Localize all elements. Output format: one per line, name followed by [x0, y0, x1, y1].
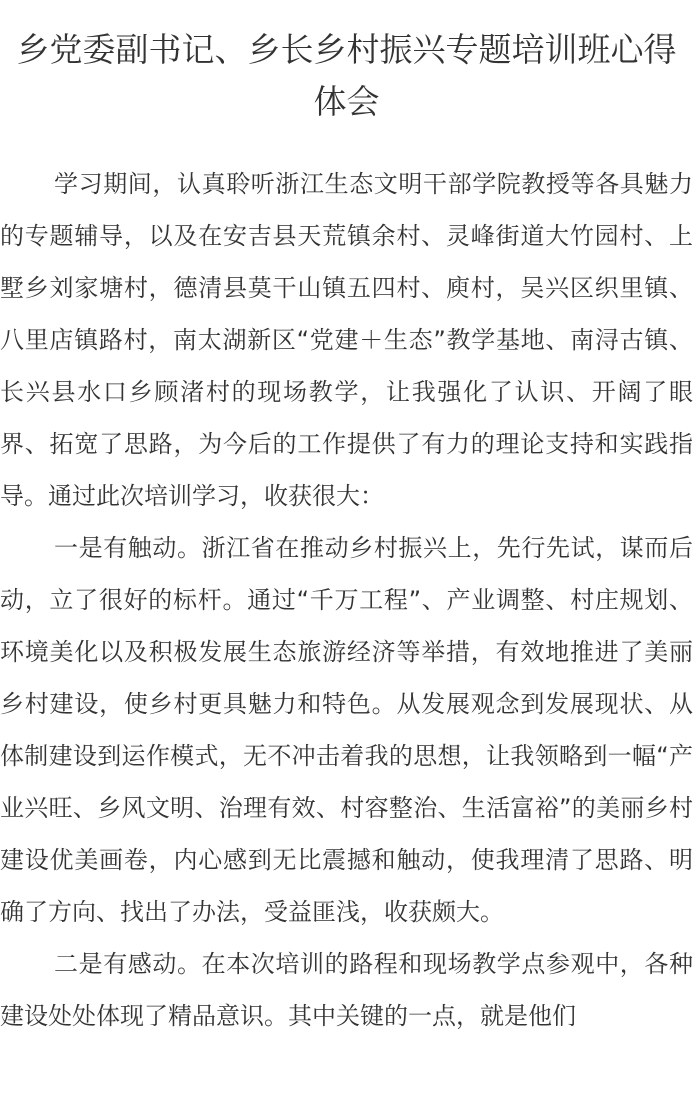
- paragraph-first-point: 一是有触动。浙江省在推动乡村振兴上，先行先试，谋而后动，立了很好的标杆。通过“千万工程”、产业调整、村庄规划、环境美化以及积极发展生态旅游经济等举措，有效地推进了美丽乡村建设，使乡村更具魅力和特色。从发展观念到发展现状、从体制建设到运作模式，无不冲击着我的思想，让我领略到一幅“产业兴旺、乡风文明、治理有效、村容整治、生活富裕”的美丽乡村建设优美画卷，内心感到无比震撼和触动，使我理清了思路、明确了方向、找出了办法，受益匪浅，收获颇大。: [0, 534, 693, 926]
- article-body: [0, 158, 693, 1042]
- paragraph-intro: 学习期间，认真聆听浙江生态文明干部学院教授等各具魅力的专题辅导，以及在安吉县天荒镇余村、灵峰街道大竹园村、上墅乡刘家塘村，德清县莫干山镇五四村、庾村，吴兴区织里镇、八里店镇路村，南太湖新区“党建＋生态”教学基地、南浔古镇、长兴县水口乡顾渚村的现场教学，让我强化了认识、开阔了眼界、拓宽了思路，为今后的工作提供了有力的理论支持和实践指导。通过此次培训学习，收获很大：: [0, 170, 693, 510]
- paragraph-second-point: 二是有感动。在本次培训的路程和现场教学点参观中，各种建设处处体现了精品意识。其中关键的一点，就是他们: [0, 950, 693, 1030]
- article-title: 乡党委副书记、乡长乡村振兴专题培训班心得体会: [16, 30, 677, 121]
